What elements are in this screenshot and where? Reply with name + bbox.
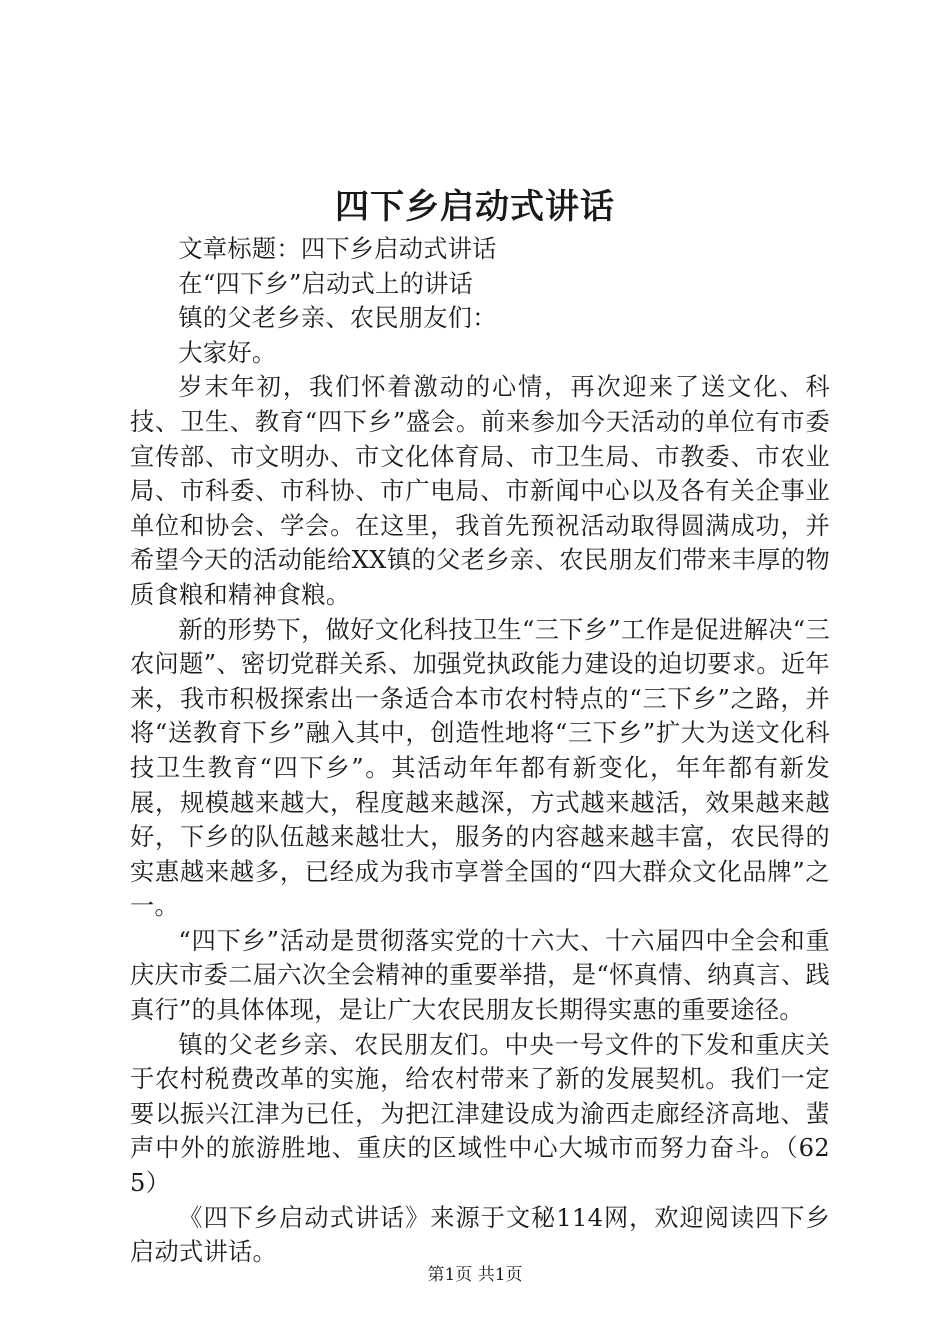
paragraph-significance: “四下乡”活动是贯彻落实党的十六大、十六届四中全会和重庆庆市委二届六次全会精神的重要举措，是“怀真情、纳真言、践真行”的具体体现，是让广大农民朋友长期得实惠的重要途径。 — [130, 926, 830, 1025]
paragraph-closing: 镇的父老乡亲、农民朋友们。中央一号文件的下发和重庆关于农村税费改革的实施，给农村带来了新的发展契机。我们一定要以振兴江津为已任，为把江津建设成为渝西走廊经济高地、蜚声中外的旅游胜地、重庆的区域性中心大城市而努力奋斗。（625） — [130, 1030, 830, 1198]
document-title: 四下乡启动式讲话 — [335, 187, 615, 227]
paragraph-source-note: 《四下乡启动式讲话》来源于文秘114网，欢迎阅读四下乡启动式讲话。 — [130, 1203, 830, 1267]
paragraph-greeting: 大家好。 — [178, 338, 277, 367]
page-number-footer: 第1页 共1页 — [427, 1265, 523, 1285]
paragraph-salutation: 镇的父老乡亲、农民朋友们： — [178, 304, 497, 333]
paragraph-speech-heading: 在“四下乡”启动式上的讲话 — [178, 269, 474, 298]
paragraph-opening: 岁末年初，我们怀着激动的心情，再次迎来了送文化、科技、卫生、教育“四下乡”盛会。前来参加今天活动的单位有市委宣传部、市文明办、市文化体育局、市卫生局、市教委、市农业局、市科委、市科协、市广电局、市新闻中心以及各有关企事业单位和协会、学会。在这里，我首先预祝活动取得圆满成功，并希望今天的活动能给XX镇的父老乡亲、农民朋友们带来丰厚的物质食粮和精神食粮。 — [130, 373, 830, 609]
document-body — [130, 232, 830, 1270]
paragraph-situation: 新的形势下，做好文化科技卫生“三下乡”工作是促进解决“三农问题”、密切党群关系、加强党执政能力建设的迫切要求。近年来，我市积极探索出一条适合本市农村特点的“三下乡”之路，并将“送教育下乡”融入其中，创造性地将“三下乡”扩大为送文化科技卫生教育“四下乡”。其活动年年都有新变化，年年都有新发展，规模越来越大，程度越来越深，方式越来越活，效果越来越好，下乡的队伍越来越壮大，服务的内容越来越丰富，农民得的实惠越来越多，已经成为我市享誉全国的“四大群众文化品牌”之一。 — [130, 615, 830, 921]
paragraph-article-title: 文章标题：四下乡启动式讲话 — [178, 235, 497, 263]
